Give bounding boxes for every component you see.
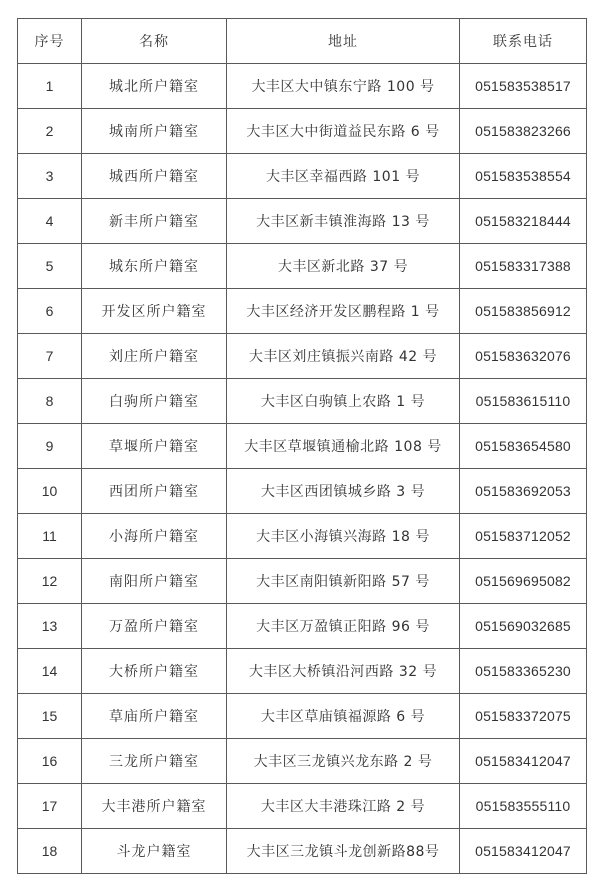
- table-row: [18, 424, 587, 469]
- cell-address: 大丰区南阳镇新阳路 57 号: [227, 559, 460, 604]
- cell-no: 2: [18, 109, 82, 154]
- cell-no: 7: [18, 334, 82, 379]
- table-row: [18, 694, 587, 739]
- cell-no: 1: [18, 64, 82, 109]
- table-row: [18, 559, 587, 604]
- table-row: [18, 649, 587, 694]
- cell-phone: 051583317388: [460, 244, 587, 289]
- cell-phone: 051583856912: [460, 289, 587, 334]
- cell-name: 城北所户籍室: [82, 64, 227, 109]
- cell-no: 3: [18, 154, 82, 199]
- table-row: [18, 199, 587, 244]
- registry-table: [17, 18, 587, 874]
- cell-name: 城西所户籍室: [82, 154, 227, 199]
- cell-address: 大丰区三龙镇兴龙东路 2 号: [227, 739, 460, 784]
- table-row: [18, 334, 587, 379]
- cell-phone: 051583712052: [460, 514, 587, 559]
- cell-no: 14: [18, 649, 82, 694]
- header-phone: 联系电话: [460, 19, 587, 64]
- cell-address: 大丰区新丰镇淮海路 13 号: [227, 199, 460, 244]
- cell-name: 白驹所户籍室: [82, 379, 227, 424]
- cell-phone: 051569695082: [460, 559, 587, 604]
- cell-address: 大丰区小海镇兴海路 18 号: [227, 514, 460, 559]
- cell-name: 草堰所户籍室: [82, 424, 227, 469]
- cell-name: 小海所户籍室: [82, 514, 227, 559]
- cell-name: 西团所户籍室: [82, 469, 227, 514]
- cell-address: 大丰区大桥镇沿河西路 32 号: [227, 649, 460, 694]
- cell-address: 大丰区西团镇城乡路 3 号: [227, 469, 460, 514]
- table-row: [18, 829, 587, 874]
- header-no: 序号: [18, 19, 82, 64]
- cell-address: 大丰区幸福西路 101 号: [227, 154, 460, 199]
- cell-name: 南阳所户籍室: [82, 559, 227, 604]
- cell-no: 4: [18, 199, 82, 244]
- table-row: [18, 154, 587, 199]
- cell-no: 5: [18, 244, 82, 289]
- cell-phone: 051583365230: [460, 649, 587, 694]
- table-body: [18, 64, 587, 874]
- header-row: [18, 19, 587, 64]
- cell-address: 大丰区万盈镇正阳路 96 号: [227, 604, 460, 649]
- cell-phone: 051583218444: [460, 199, 587, 244]
- table-row: [18, 379, 587, 424]
- cell-name: 三龙所户籍室: [82, 739, 227, 784]
- cell-name: 大桥所户籍室: [82, 649, 227, 694]
- cell-address: 大丰区三龙镇斗龙创新路88号: [227, 829, 460, 874]
- cell-phone: 051583538517: [460, 64, 587, 109]
- table-row: [18, 64, 587, 109]
- cell-no: 11: [18, 514, 82, 559]
- table-row: [18, 604, 587, 649]
- cell-address: 大丰区大中街道益民东路 6 号: [227, 109, 460, 154]
- table-row: [18, 469, 587, 514]
- cell-name: 草庙所户籍室: [82, 694, 227, 739]
- cell-no: 18: [18, 829, 82, 874]
- cell-phone: 051583654580: [460, 424, 587, 469]
- cell-no: 9: [18, 424, 82, 469]
- cell-name: 斗龙户籍室: [82, 829, 227, 874]
- cell-address: 大丰区草堰镇通榆北路 108 号: [227, 424, 460, 469]
- cell-phone: 051583823266: [460, 109, 587, 154]
- cell-address: 大丰区白驹镇上农路 1 号: [227, 379, 460, 424]
- cell-phone: 051583538554: [460, 154, 587, 199]
- cell-phone: 051583615110: [460, 379, 587, 424]
- cell-phone: 051583412047: [460, 829, 587, 874]
- cell-name: 大丰港所户籍室: [82, 784, 227, 829]
- table-row: [18, 784, 587, 829]
- table-row: [18, 109, 587, 154]
- cell-phone: 051583555110: [460, 784, 587, 829]
- cell-name: 新丰所户籍室: [82, 199, 227, 244]
- cell-address: 大丰区大丰港珠江路 2 号: [227, 784, 460, 829]
- table-row: [18, 289, 587, 334]
- table-header: [18, 19, 587, 64]
- cell-no: 6: [18, 289, 82, 334]
- cell-address: 大丰区经济开发区鹏程路 1 号: [227, 289, 460, 334]
- cell-no: 17: [18, 784, 82, 829]
- cell-name: 万盈所户籍室: [82, 604, 227, 649]
- cell-phone: 051583692053: [460, 469, 587, 514]
- cell-address: 大丰区草庙镇福源路 6 号: [227, 694, 460, 739]
- table-row: [18, 514, 587, 559]
- cell-phone: 051569032685: [460, 604, 587, 649]
- cell-no: 15: [18, 694, 82, 739]
- cell-address: 大丰区新北路 37 号: [227, 244, 460, 289]
- header-name: 名称: [82, 19, 227, 64]
- cell-name: 刘庄所户籍室: [82, 334, 227, 379]
- cell-no: 12: [18, 559, 82, 604]
- cell-no: 10: [18, 469, 82, 514]
- cell-address: 大丰区刘庄镇振兴南路 42 号: [227, 334, 460, 379]
- cell-name: 城东所户籍室: [82, 244, 227, 289]
- header-address: 地址: [227, 19, 460, 64]
- cell-no: 8: [18, 379, 82, 424]
- cell-phone: 051583412047: [460, 739, 587, 784]
- table-row: [18, 739, 587, 784]
- cell-phone: 051583372075: [460, 694, 587, 739]
- cell-no: 13: [18, 604, 82, 649]
- cell-no: 16: [18, 739, 82, 784]
- cell-phone: 051583632076: [460, 334, 587, 379]
- table-row: [18, 244, 587, 289]
- cell-name: 开发区所户籍室: [82, 289, 227, 334]
- cell-name: 城南所户籍室: [82, 109, 227, 154]
- cell-address: 大丰区大中镇东宁路 100 号: [227, 64, 460, 109]
